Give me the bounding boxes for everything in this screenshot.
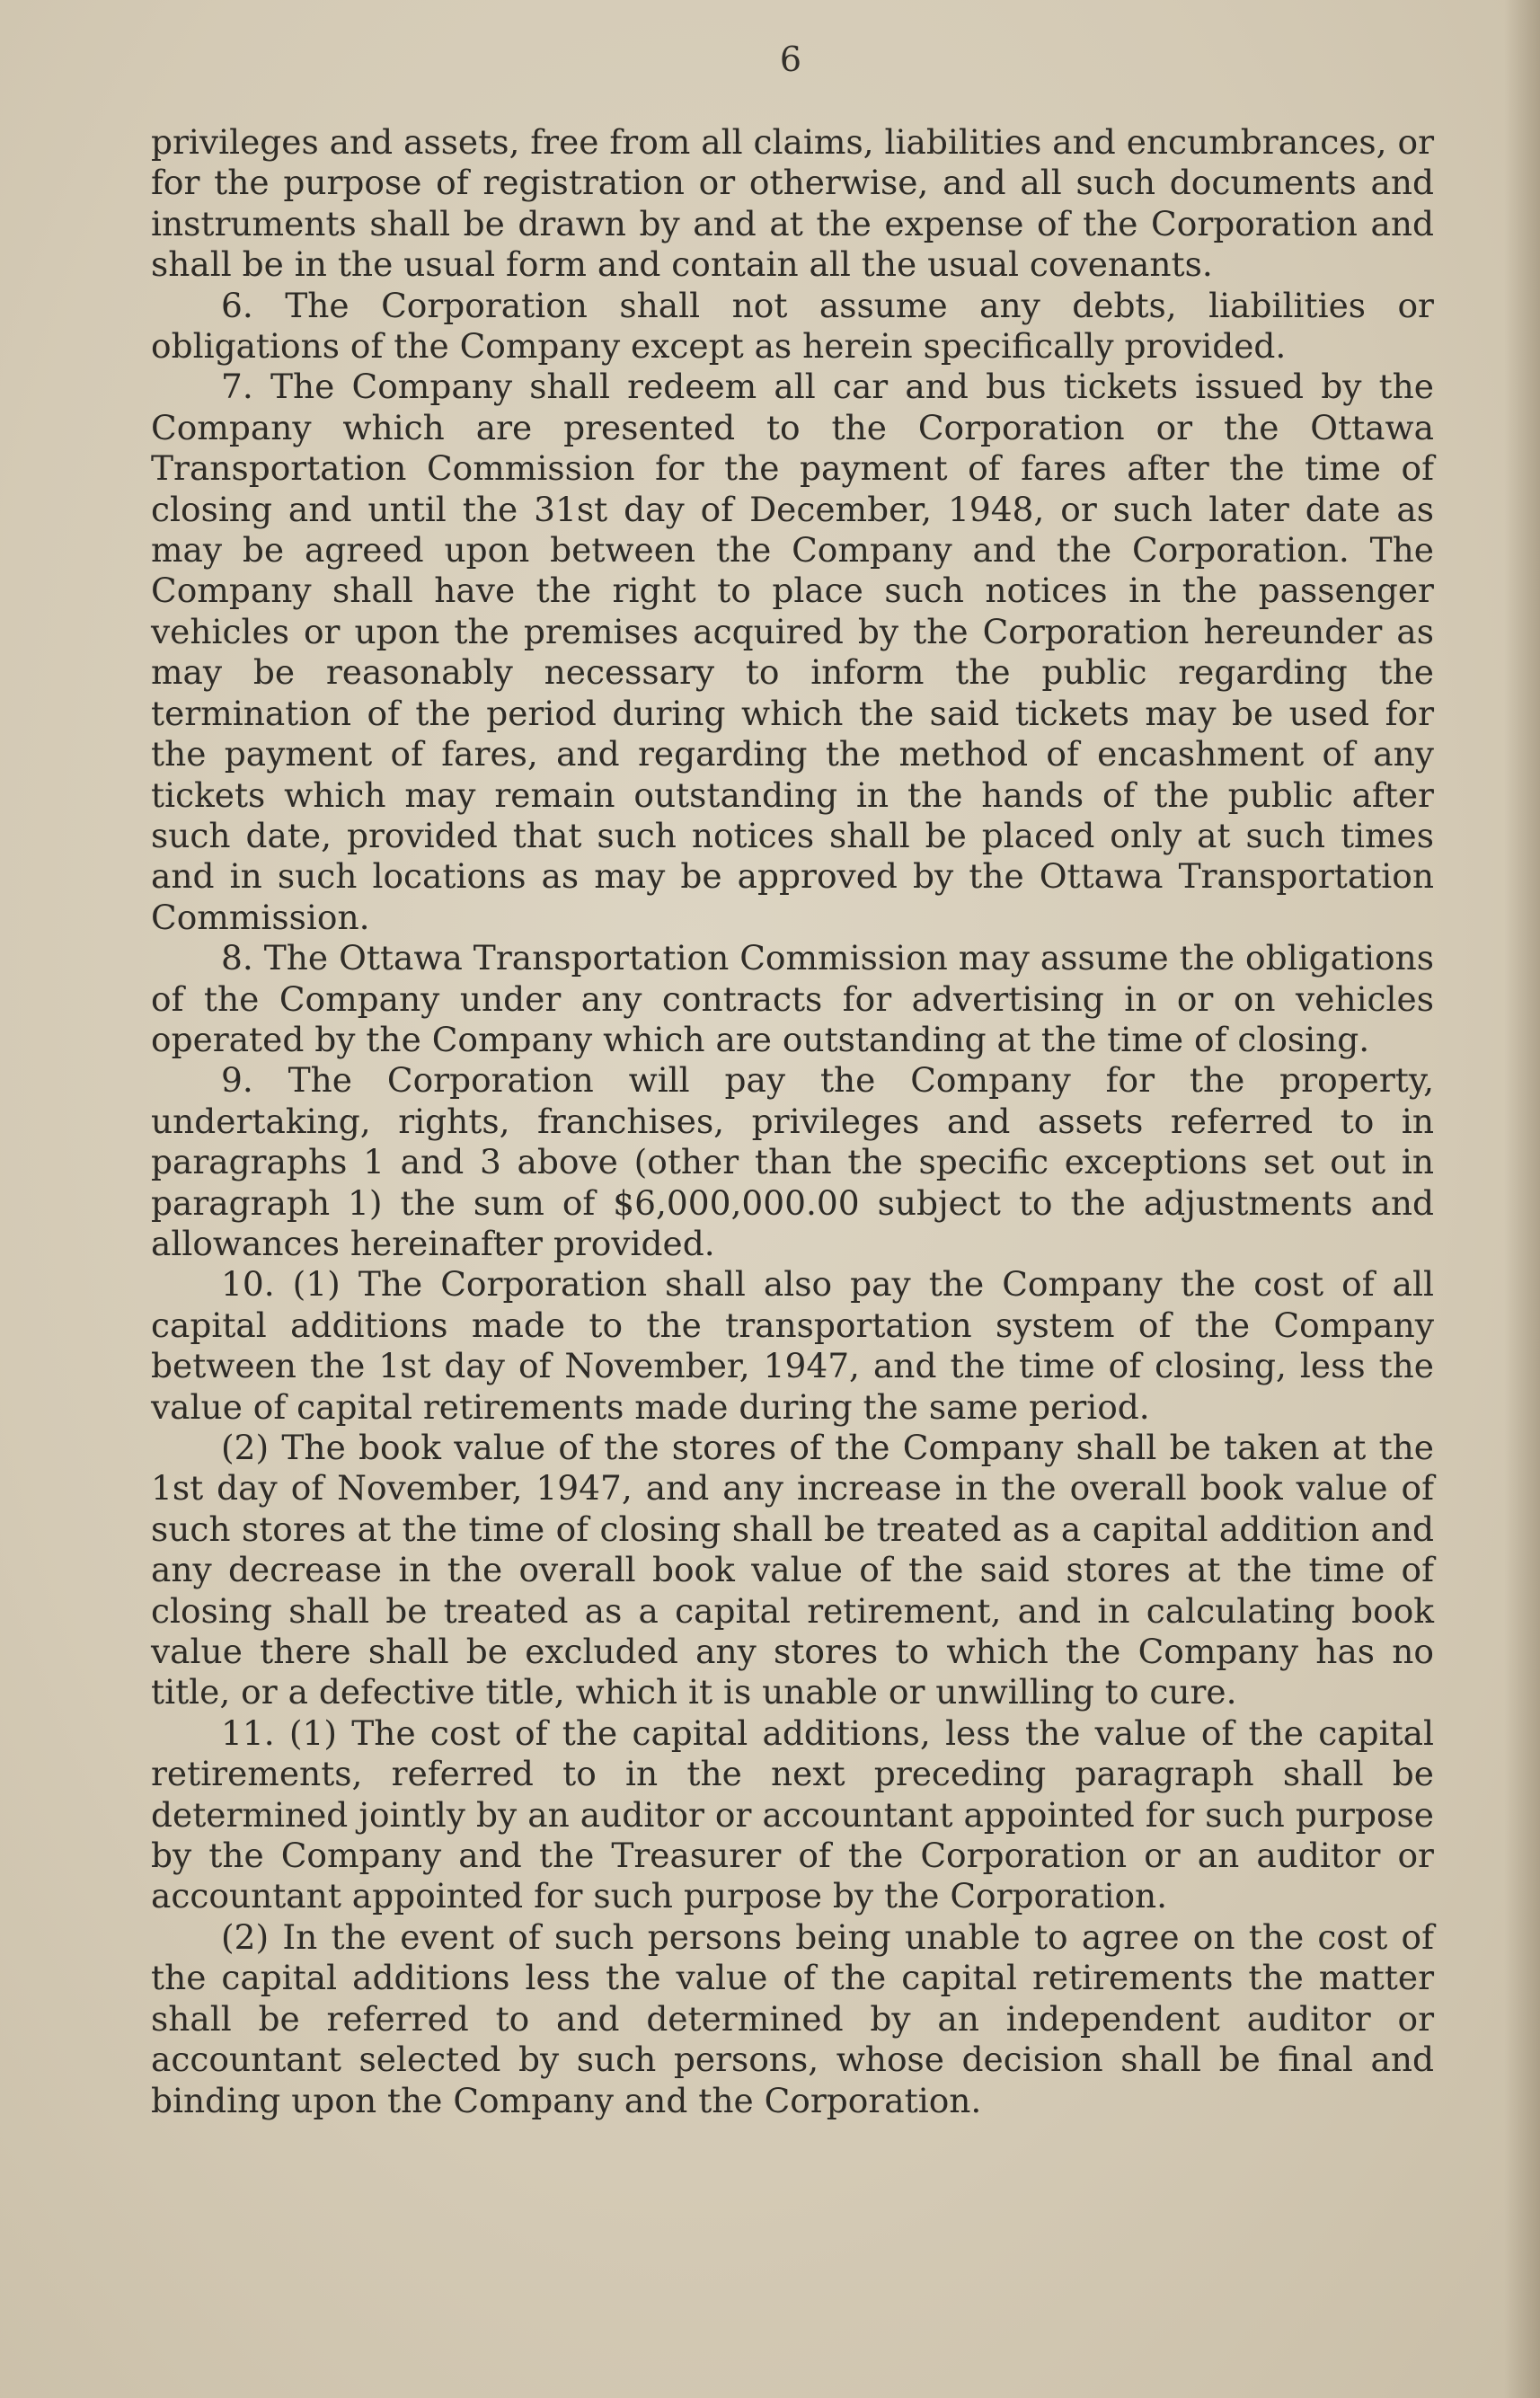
page-number: 6: [779, 40, 802, 79]
paragraph-11-2: (2) In the event of such persons being unable to agree on the cost of the capital additions less the value of the capital retirements the matter shall be referred to and determined by an independent auditor or accountant selected by such persons, whose decision shall be final and binding upon the Company and the Corporation.: [151, 1916, 1434, 2120]
paragraph-9: 9. The Corporation will pay the Company for the property, undertaking, rights, franchises, privileges and assets referred to in paragraphs 1 and 3 above (other than the specific exceptions set out in paragraph 1) the sum of $6,000,000.00 subject to the adjustments and allowances hereinafter provided.: [151, 1060, 1434, 1263]
paragraph-10-1: 10. (1) The Corporation shall also pay the Company the cost of all capital additions made to the transportation system of the Company between the 1st day of November, 1947, and the time of closing, less the value of capital retirements made during the same period.: [151, 1264, 1434, 1427]
paragraph-7: 7. The Company shall redeem all car and bus tickets issued by the Company which are presented to the Corporation or the Ottawa Transportation Commission for the payment of fares after the time of closing and until the 31st day of December, 1948, or such later date as may be agreed upon between the Company and the Corporation. The Company shall have the right to place such notices in the passenger vehicles or upon the premises acquired by the Corporation hereunder as may be reasonably necessary to inform the public regarding the termination of the period during which the said tickets may be used for the payment of fares, and regarding the method of encashment of any tickets which may remain outstanding in the hands of the public after such date, provided that such notices shall be placed only at such times and in such locations as may be approved by the Ottawa Transportation Commission.: [151, 367, 1434, 937]
paragraph-6: 6. The Corporation shall not assume any debts, liabilities or obligations of the Company except as herein specifically provided.: [151, 285, 1434, 367]
paragraph-8: 8. The Ottawa Transportation Commission may assume the obligations of the Company under any contracts for advertising in or on vehicles operated by the Company which are outstanding at the time of closing.: [151, 938, 1434, 1059]
page-edge-shadow: [1504, 0, 1540, 2398]
paragraph-11-1: 11. (1) The cost of the capital additions, less the value of the capital retirements, referred to in the next preceding paragraph shall be determined jointly by an auditor or accountant appointed for such purpose by the Company and the Treasurer of the Corporation or an auditor or accountant appointed for such purpose by the Corporation.: [151, 1712, 1434, 1916]
body-text: [151, 122, 1434, 2121]
paragraph-continuation: privileges and assets, free from all claims, liabilities and encumbrances, or for the purpose of registration or otherwise, and all such documents and instruments shall be drawn by and at the expense of the Corporation and shall be in the usual form and contain all the usual covenants.: [151, 122, 1434, 285]
paragraph-10-2: (2) The book value of the stores of the Company shall be taken at the 1st day of November, 1947, and any increase in the overall book value of such stores at the time of closing shall be treated as a capital addition and any decrease in the overall book value of the said stores at the time of closing shall be treated as a capital retirement, and in calculating book value there shall be excluded any stores to which the Company has no title, or a defective title, which it is unable or unwilling to cure.: [151, 1428, 1434, 1712]
